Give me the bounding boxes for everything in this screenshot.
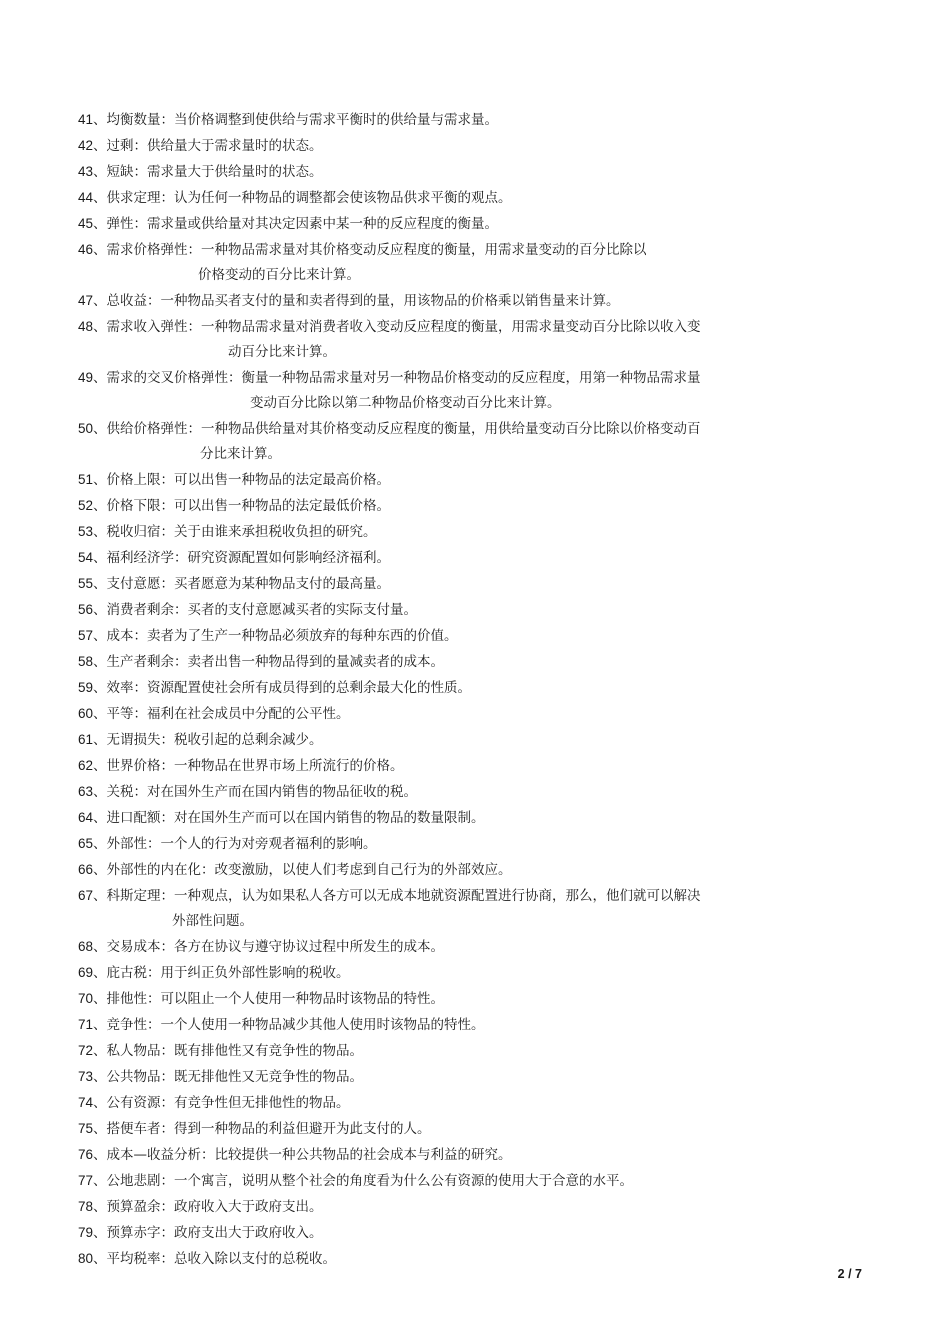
entry-text: 、需求收入弹性：一种物品需求量对消费者收入变动反应程度的衡量，用需求量变动百分比除以收入变	[93, 319, 701, 335]
entry-number: 50	[78, 421, 94, 436]
definition-entry	[78, 288, 798, 314]
definition-entry	[78, 571, 798, 597]
entry-number: 75	[78, 1121, 94, 1136]
definition-entry	[78, 416, 798, 467]
entry-number: 54	[78, 550, 94, 565]
entry-text: 、公地悲剧：一个寓言，说明从整个社会的角度看为什么公有资源的使用大于合意的水平。	[93, 1173, 634, 1189]
entry-text: 、效率：资源配置使社会所有成员得到的总剩余最大化的性质。	[93, 680, 472, 696]
entry-text: 、需求的交叉价格弹性：衡量一种物品需求量对另一种物品价格变动的反应程度，用第一种物品需求量	[93, 370, 701, 386]
entry-number: 74	[78, 1095, 94, 1110]
definition-entry	[78, 649, 798, 675]
entry-number: 58	[78, 654, 94, 669]
entry-number: 64	[78, 810, 94, 825]
entry-number: 68	[78, 939, 94, 954]
entry-number: 72	[78, 1043, 94, 1058]
entry-number: 55	[78, 576, 94, 591]
entry-text: 、生产者剩余：卖者出售一种物品得到的量减卖者的成本。	[93, 654, 445, 670]
entry-number: 70	[78, 991, 94, 1006]
entry-text: 、价格下限：可以出售一种物品的法定最低价格。	[93, 498, 391, 514]
definition-entry	[78, 1116, 798, 1142]
definition-entry	[78, 701, 798, 727]
definition-entry	[78, 623, 798, 649]
definition-entry	[78, 107, 798, 133]
entry-text: 、税收归宿：关于由谁来承担税收负担的研究。	[93, 524, 377, 540]
definition-entry	[78, 986, 798, 1012]
entry-text: 、短缺：需求量大于供给量时的状态。	[93, 164, 323, 180]
entry-number: 71	[78, 1017, 94, 1032]
definition-entry	[78, 960, 798, 986]
entry-number: 67	[78, 888, 94, 903]
definition-entry	[78, 493, 798, 519]
entry-number: 53	[78, 524, 94, 539]
entry-number: 61	[78, 732, 94, 747]
entry-text: 、关税：对在国外生产而在国内销售的物品征收的税。	[93, 784, 418, 800]
entry-number: 52	[78, 498, 94, 513]
entry-number: 76	[78, 1147, 94, 1162]
entry-number: 41	[78, 112, 94, 127]
entry-text: 、科斯定理：一种观点，认为如果私人各方可以无成本地就资源配置进行协商，那么，他们就可以解决	[93, 888, 701, 904]
entry-number: 45	[78, 216, 94, 231]
entry-text: 、支付意愿：买者愿意为某种物品支付的最高量。	[93, 576, 391, 592]
entry-text: 、成本—收益分析：比较提供一种公共物品的社会成本与利益的研究。	[93, 1147, 512, 1163]
entry-number: 57	[78, 628, 94, 643]
definition-entry	[78, 1038, 798, 1064]
entry-number: 60	[78, 706, 94, 721]
entry-text: 、需求价格弹性：一种物品需求量对其价格变动反应程度的衡量，用需求量变动的百分比除以	[93, 242, 647, 258]
definition-entry	[78, 467, 798, 493]
entry-text: 、公共物品：既无排他性又无竞争性的物品。	[93, 1069, 364, 1085]
entry-number: 49	[78, 370, 94, 385]
entry-text: 、搭便车者：得到一种物品的利益但避开为此支付的人。	[93, 1121, 431, 1137]
definition-list	[78, 107, 798, 1272]
entry-number: 56	[78, 602, 94, 617]
entry-text: 、庇古税：用于纠正负外部性影响的税收。	[93, 965, 350, 981]
entry-text: 、进口配额：对在国外生产而可以在国内销售的物品的数量限制。	[93, 810, 485, 826]
definition-entry	[78, 1194, 798, 1220]
entry-text-continuation: 动百分比来计算。	[228, 344, 336, 360]
entry-text: 、均衡数量：当价格调整到使供给与需求平衡时的供给量与需求量。	[93, 112, 499, 128]
entry-text: 、价格上限：可以出售一种物品的法定最高价格。	[93, 472, 391, 488]
entry-text-continuation: 分比来计算。	[200, 446, 281, 462]
entry-number: 63	[78, 784, 94, 799]
definition-entry	[78, 1168, 798, 1194]
entry-number: 47	[78, 293, 94, 308]
entry-number: 62	[78, 758, 94, 773]
definition-entry	[78, 211, 798, 237]
definition-entry	[78, 237, 798, 288]
entry-number: 78	[78, 1199, 94, 1214]
entry-number: 77	[78, 1173, 94, 1188]
definition-entry	[78, 1064, 798, 1090]
entry-number: 79	[78, 1225, 94, 1240]
definition-entry	[78, 1220, 798, 1246]
definition-entry	[78, 1090, 798, 1116]
definition-entry	[78, 934, 798, 960]
definition-entry	[78, 675, 798, 701]
entry-text: 、竞争性：一个人使用一种物品减少其他人使用时该物品的特性。	[93, 1017, 485, 1033]
definition-entry	[78, 831, 798, 857]
definition-entry	[78, 314, 798, 365]
entry-text: 、预算赤字：政府支出大于政府收入。	[93, 1225, 323, 1241]
definition-entry	[78, 779, 798, 805]
entry-number: 80	[78, 1251, 94, 1266]
entry-number: 69	[78, 965, 94, 980]
definition-entry	[78, 519, 798, 545]
definition-entry	[78, 857, 798, 883]
entry-number: 73	[78, 1069, 94, 1084]
definition-entry	[78, 597, 798, 623]
entry-text: 、福利经济学：研究资源配置如何影响经济福利。	[93, 550, 391, 566]
definition-entry	[78, 883, 798, 934]
entry-number: 66	[78, 862, 94, 877]
definition-entry	[78, 727, 798, 753]
definition-entry	[78, 185, 798, 211]
entry-text: 、世界价格：一种物品在世界市场上所流行的价格。	[93, 758, 404, 774]
entry-text-continuation: 变动百分比除以第二种物品价格变动百分比来计算。	[250, 395, 561, 411]
definition-entry	[78, 1012, 798, 1038]
entry-number: 42	[78, 138, 94, 153]
entry-number: 65	[78, 836, 94, 851]
entry-text: 、预算盈余：政府收入大于政府支出。	[93, 1199, 323, 1215]
entry-number: 46	[78, 242, 94, 257]
entry-text: 、成本：卖者为了生产一种物品必须放弃的每种东西的价值。	[93, 628, 458, 644]
entry-number: 51	[78, 472, 94, 487]
entry-text: 、总收益：一种物品买者支付的量和卖者得到的量，用该物品的价格乘以销售量来计算。	[93, 293, 620, 309]
entry-text: 、弹性：需求量或供给量对其决定因素中某一种的反应程度的衡量。	[93, 216, 499, 232]
entry-text: 、排他性：可以阻止一个人使用一种物品时该物品的特性。	[93, 991, 445, 1007]
entry-text: 、过剩：供给量大于需求量时的状态。	[93, 138, 323, 154]
definition-entry	[78, 1246, 798, 1272]
entry-text: 、无谓损失：税收引起的总剩余减少。	[93, 732, 323, 748]
entry-number: 44	[78, 190, 94, 205]
entry-text-continuation: 外部性问题。	[172, 913, 253, 929]
definition-entry	[78, 545, 798, 571]
entry-text: 、平等：福利在社会成员中分配的公平性。	[93, 706, 350, 722]
definition-entry	[78, 1142, 798, 1168]
page-number: 2 / 7	[837, 1267, 862, 1281]
definition-entry	[78, 805, 798, 831]
entry-text: 、公有资源：有竞争性但无排他性的物品。	[93, 1095, 350, 1111]
entry-text: 、私人物品：既有排他性又有竞争性的物品。	[93, 1043, 364, 1059]
entry-number: 43	[78, 164, 94, 179]
definition-entry	[78, 365, 798, 416]
entry-text: 、交易成本：各方在协议与遵守协议过程中所发生的成本。	[93, 939, 445, 955]
entry-text: 、供求定理：认为任何一种物品的调整都会使该物品供求平衡的观点。	[93, 190, 512, 206]
definition-entry	[78, 133, 798, 159]
definition-entry	[78, 753, 798, 779]
entry-text: 、消费者剩余：买者的支付意愿减买者的实际支付量。	[93, 602, 418, 618]
entry-text: 、外部性的内在化：改变激励，以使人们考虑到自己行为的外部效应。	[93, 862, 512, 878]
entry-text-continuation: 价格变动的百分比来计算。	[198, 267, 360, 283]
definition-entry	[78, 159, 798, 185]
entry-text: 、供给价格弹性：一种物品供给量对其价格变动反应程度的衡量，用供给量变动百分比除以价格变动百	[93, 421, 701, 437]
entry-text: 、平均税率：总收入除以支付的总税收。	[93, 1251, 337, 1267]
entry-number: 59	[78, 680, 94, 695]
entry-text: 、外部性：一个人的行为对旁观者福利的影响。	[93, 836, 377, 852]
entry-number: 48	[78, 319, 94, 334]
